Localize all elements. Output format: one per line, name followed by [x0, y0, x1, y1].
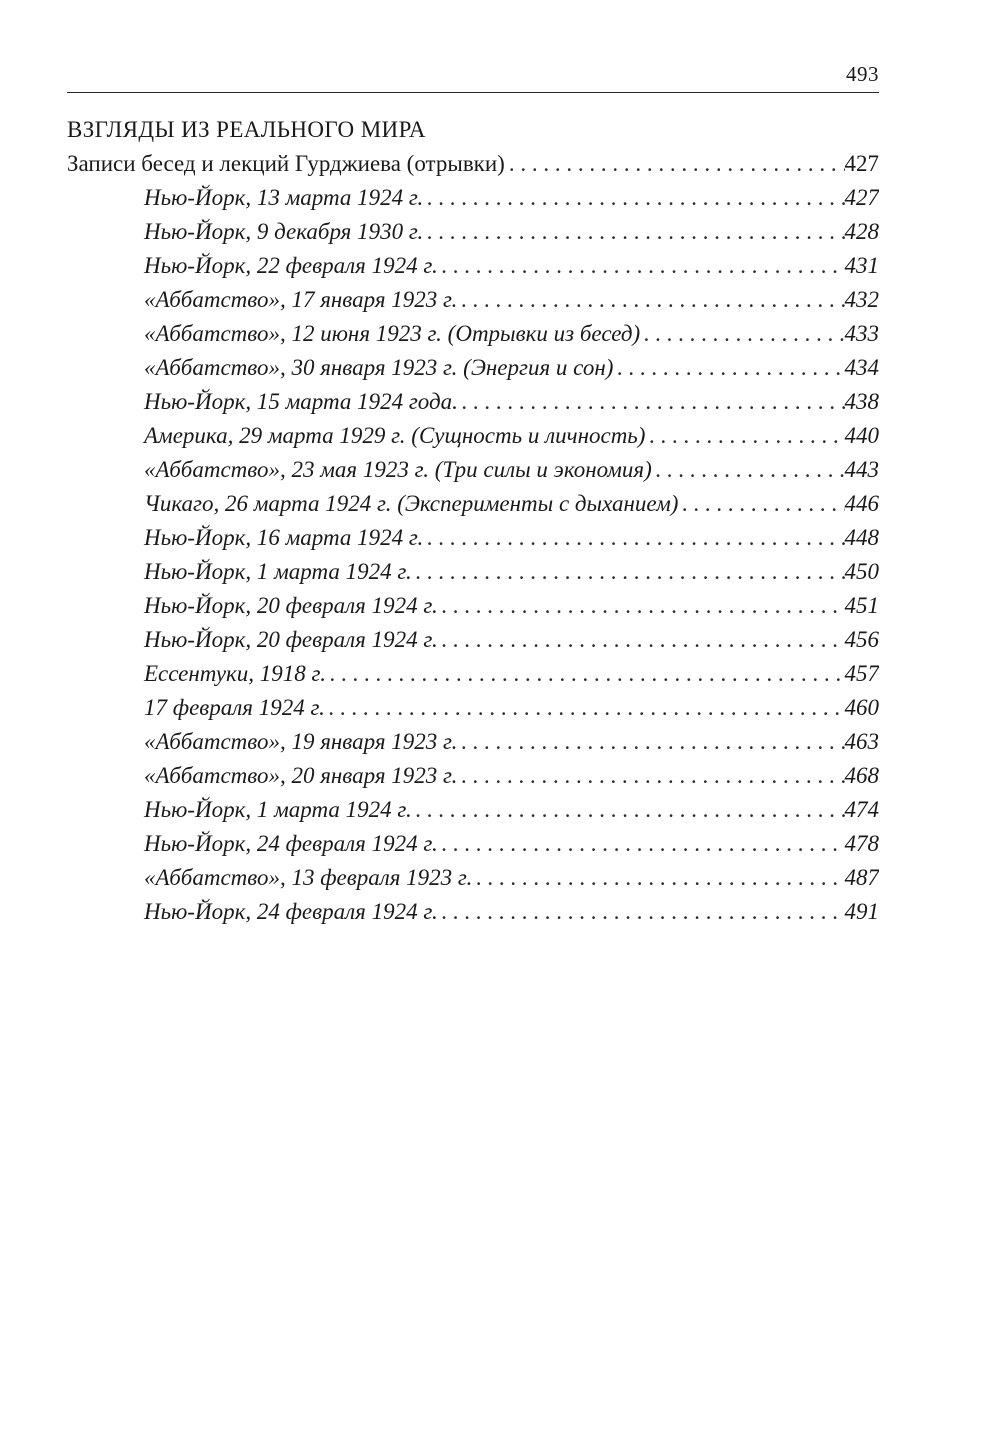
table-of-contents: [67, 113, 879, 929]
toc-entry-title: Нью-Йорк, 16 марта 1924 г.: [144, 525, 424, 550]
toc-entry[interactable]: [67, 249, 879, 283]
toc-entry-title: Нью-Йорк, 1 марта 1924 г.: [144, 559, 412, 584]
toc-entry-page: 450: [844, 559, 879, 584]
toc-leader-dots: [476, 861, 844, 895]
toc-entry-page: 438: [844, 389, 879, 414]
toc-entry-title: Чикаго, 26 марта 1924 г. (Эксперименты с дыханием): [144, 491, 679, 516]
toc-entry-page: 433: [844, 321, 879, 346]
toc-leader-dots: [427, 181, 844, 215]
toc-leader-dots: [416, 793, 845, 827]
toc-entry[interactable]: [67, 691, 879, 725]
toc-entry-page: 448: [844, 525, 879, 550]
header-rule: [67, 92, 879, 93]
toc-entry[interactable]: [67, 385, 879, 419]
toc-entry-page: 474: [844, 797, 879, 822]
toc-leader-dots: [442, 249, 845, 283]
toc-leader-dots: [462, 385, 845, 419]
toc-entry[interactable]: [67, 453, 879, 487]
toc-entry-title: Записи бесед и лекций Гурджиева (отрывки): [67, 151, 505, 176]
toc-leader-dots: [649, 419, 844, 453]
toc-entry-page: 460: [844, 695, 879, 720]
toc-entry-title: Нью-Йорк, 1 марта 1924 г.: [144, 797, 412, 822]
toc-entry-page: 487: [844, 865, 879, 890]
toc-entry[interactable]: [67, 827, 879, 861]
toc-leader-dots: [509, 147, 845, 181]
toc-entry[interactable]: [67, 725, 879, 759]
toc-entry-page: 428: [844, 219, 879, 244]
toc-entry-page: 456: [844, 627, 879, 652]
toc-entry[interactable]: [67, 487, 879, 521]
toc-leader-dots: [461, 759, 844, 793]
toc-entry-page: 446: [844, 491, 879, 516]
toc-leader-dots: [617, 351, 844, 385]
toc-leader-dots: [442, 623, 845, 657]
toc-leader-dots: [329, 691, 845, 725]
toc-entry-page: 491: [844, 899, 879, 924]
toc-entry[interactable]: [67, 657, 879, 691]
toc-entry-title: Нью-Йорк, 20 февраля 1924 г.: [144, 593, 438, 618]
toc-entry-title: Нью-Йорк, 9 декабря 1930 г.: [144, 219, 424, 244]
toc-leader-dots: [442, 589, 845, 623]
toc-entry[interactable]: [67, 555, 879, 589]
toc-leader-dots: [330, 657, 845, 691]
toc-leader-dots: [427, 521, 844, 555]
toc-leader-dots: [427, 215, 844, 249]
toc-main-entry[interactable]: [67, 147, 879, 181]
toc-entry-page: 434: [844, 355, 879, 380]
toc-entry-title: «Аббатство», 23 мая 1923 г. (Три силы и экономия): [144, 457, 652, 482]
toc-entry[interactable]: [67, 317, 879, 351]
toc-entry[interactable]: [67, 521, 879, 555]
toc-entry-page: 478: [844, 831, 879, 856]
toc-entry-title: «Аббатство», 17 января 1923 г.: [144, 287, 458, 312]
toc-entry[interactable]: [67, 351, 879, 385]
toc-entry-page: 440: [844, 423, 879, 448]
toc-entry-title: «Аббатство», 19 января 1923 г.: [144, 729, 458, 754]
toc-entry-page: 451: [844, 593, 879, 618]
toc-entry-title: Ессентуки, 1918 г.: [144, 661, 326, 686]
toc-entry-title: Нью-Йорк, 20 февраля 1924 г.: [144, 627, 438, 652]
toc-leader-dots: [461, 283, 844, 317]
toc-entry-title: «Аббатство», 20 января 1923 г.: [144, 763, 458, 788]
toc-entry[interactable]: [67, 793, 879, 827]
toc-entry[interactable]: [67, 861, 879, 895]
toc-entry-title: Нью-Йорк, 13 марта 1924 г.: [144, 185, 424, 210]
toc-entry[interactable]: [67, 181, 879, 215]
toc-entry-title: 17 февраля 1924 г.: [144, 695, 325, 720]
toc-entry-title: Нью-Йорк, 15 марта 1924 года.: [144, 389, 458, 414]
toc-entry-title: «Аббатство», 12 июня 1923 г. (Отрывки из бесед): [144, 321, 641, 346]
toc-entry-page: 443: [844, 457, 879, 482]
toc-entry-title: «Аббатство», 13 февраля 1923 г.: [144, 865, 473, 890]
section-title: ВЗГЛЯДЫ ИЗ РЕАЛЬНОГО МИРА: [67, 117, 426, 142]
toc-entry-page: 468: [844, 763, 879, 788]
toc-entry[interactable]: [67, 283, 879, 317]
toc-entry-title: Америка, 29 марта 1929 г. (Сущность и личность): [144, 423, 646, 448]
toc-entry-title: Нью-Йорк, 24 февраля 1924 г.: [144, 831, 438, 856]
toc-entry-page: 427: [844, 151, 879, 176]
toc-leader-dots: [644, 317, 844, 351]
toc-entry-page: 432: [844, 287, 879, 312]
toc-entry-page: 457: [844, 661, 879, 686]
toc-entry[interactable]: [67, 623, 879, 657]
toc-entry-title: «Аббатство», 30 января 1923 г. (Энергия и сон): [144, 355, 614, 380]
toc-entry-title: Нью-Йорк, 22 февраля 1924 г.: [144, 253, 438, 278]
toc-entry[interactable]: [67, 895, 879, 929]
toc-entry[interactable]: [67, 215, 879, 249]
toc-leader-dots: [682, 487, 844, 521]
toc-leader-dots: [656, 453, 845, 487]
toc-entry-page: 463: [844, 729, 879, 754]
toc-leader-dots: [461, 725, 844, 759]
toc-entry-page: 431: [844, 253, 879, 278]
toc-entry[interactable]: [67, 589, 879, 623]
page-number: 493: [846, 62, 879, 86]
toc-entry-page: 427: [844, 185, 879, 210]
toc-entry[interactable]: [67, 419, 879, 453]
toc-leader-dots: [442, 827, 845, 861]
toc-entries-list: [67, 181, 879, 929]
toc-entry-title: Нью-Йорк, 24 февраля 1924 г.: [144, 899, 438, 924]
toc-entry[interactable]: [67, 759, 879, 793]
toc-leader-dots: [416, 555, 845, 589]
toc-leader-dots: [442, 895, 845, 929]
